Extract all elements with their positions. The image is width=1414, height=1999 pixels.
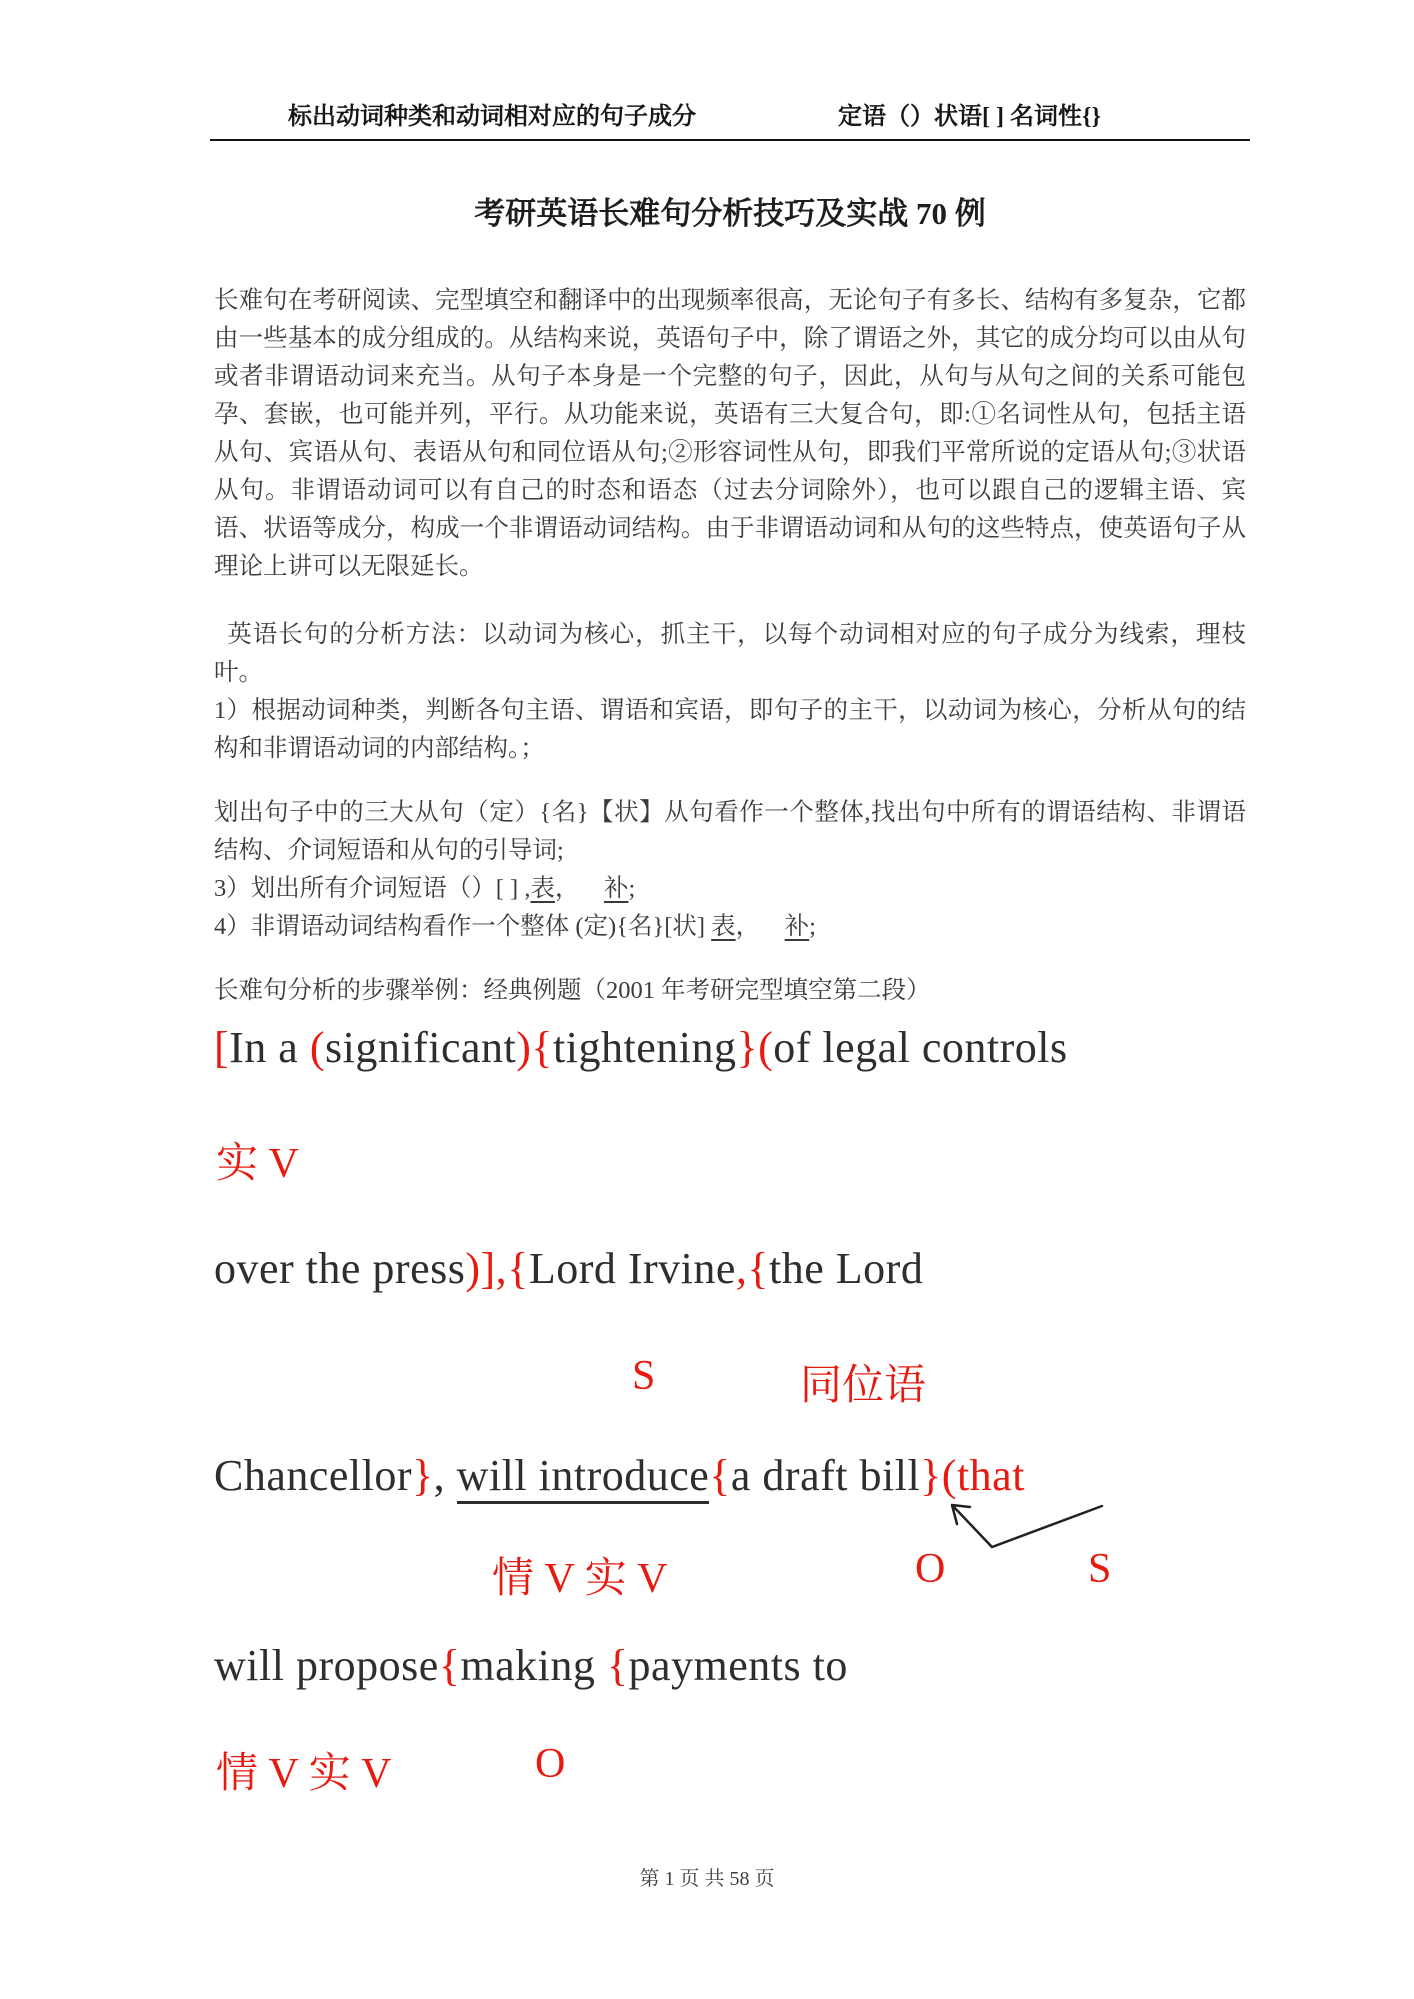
text-run: tightening <box>553 1023 737 1072</box>
header-right-legend: 定语（）状语[ ] 名词性{} <box>838 104 1101 130</box>
step-4-line <box>214 908 1246 946</box>
text-run: (that <box>941 1451 1025 1500</box>
text-run: } <box>736 1023 759 1072</box>
text-run: ; <box>809 913 816 940</box>
text-run: ) <box>516 1023 532 1072</box>
text-run: { <box>747 1244 770 1293</box>
text-run: Chancellor <box>214 1451 413 1500</box>
page-title: 考研英语长难句分析技巧及实战 70 例 <box>474 196 986 231</box>
example-sentence-line-2 <box>214 1243 923 1294</box>
text-run: } <box>920 1451 942 1500</box>
text-run: [ <box>214 1023 230 1072</box>
text-run: ， <box>554 875 604 902</box>
text-run: )], <box>465 1244 508 1293</box>
annotation-qing-v-shi-v-1: 情 V 实 V <box>492 1556 668 1602</box>
text-run: { <box>606 1641 629 1690</box>
example-intro-line: 长难句分析的步骤举例：经典例题（2001 年考研完型填空第二段） <box>214 977 931 1004</box>
text-run: , <box>735 1244 748 1293</box>
example-sentence-line-1 <box>214 1022 1068 1073</box>
annotation-shi-v: 实 V <box>216 1141 299 1187</box>
text-run: In a <box>229 1023 310 1072</box>
annotation-subject-s: S <box>632 1353 656 1399</box>
text-run: 3）划出所有介词短语（）[ ] , <box>214 875 531 902</box>
text-run: { <box>531 1023 554 1072</box>
step-3-line <box>214 870 1246 908</box>
text-run: a draft bill <box>730 1451 921 1500</box>
text-run: making <box>460 1641 607 1690</box>
text-run: 补 <box>603 875 629 902</box>
text-run: , <box>433 1451 457 1500</box>
annotation-subject-s-2: S <box>1088 1546 1112 1592</box>
header-rule <box>210 139 1250 141</box>
text-run: 表 <box>711 913 736 940</box>
text-run: significant <box>325 1023 517 1072</box>
text-run: { <box>438 1641 461 1690</box>
text-run: { <box>709 1451 731 1500</box>
annotation-object-o-2: O <box>535 1741 566 1787</box>
text-run: will introduce <box>457 1451 710 1504</box>
text-run: ; <box>628 875 636 902</box>
method-section <box>214 616 1246 768</box>
text-run: of legal controls <box>773 1023 1068 1072</box>
text-run: } <box>412 1451 434 1500</box>
text-run: ( <box>758 1023 774 1072</box>
steps-section <box>214 794 1246 946</box>
method-paragraph-1: 英语长句的分析方法：以动词为核心，抓主干，以每个动词相对应的句子成分为线索，理枝叶。 <box>214 621 1246 686</box>
text-run: the Lord <box>769 1244 924 1293</box>
header-left-label: 标出动词种类和动词相对应的句子成分 <box>288 104 696 130</box>
annotation-qing-v-shi-v-2: 情 V 实 V <box>216 1751 392 1797</box>
text-run: will propose <box>214 1641 439 1690</box>
example-sentence-line-3 <box>214 1450 1025 1501</box>
text-run: { <box>507 1244 529 1293</box>
intro-paragraph: 长难句在考研阅读、完型填空和翻译中的出现频率很高，无论句子有多长、结构有多复杂，它都由一些基本的成分组成的。从结构来说，英语句子中，除了谓语之外，其它的成分均可以由从句或者非谓语动词来充当。从句子本身是一个完整的句子，因此，从句与从句之间的关系可能包孕、套嵌，也可能并列，平行。从功能来说，英语有三大复合句，即:①名词性从句，包括主语从句、宾语从句、表语从句和同位语从句;②形容词性从句，即我们平常所说的定语从句;③状语从句。非谓语动词可以有自己的时态和语态（过去分词除外），也可以跟自己的逻辑主语、宾语、状语等成分，构成一个非谓语动词结构。由于非谓语动词和从句的这些特点，使英语句子从理论上讲可以无限延长。 <box>214 287 1246 580</box>
text-run: over the press <box>214 1244 466 1293</box>
text-run: payments to <box>628 1641 848 1690</box>
text-run: Lord Irvine <box>528 1244 736 1293</box>
text-run: 4）非谓语动词结构看作一个整体 (定){名}[状] <box>214 913 712 940</box>
steps-clause-line: 划出句子中的三大从句（定）{名}【状】从句看作一个整体,找出句中所有的谓语结构、非谓语结构、介词短语和从句的引导词; <box>214 799 1246 864</box>
text-run: 补 <box>784 913 810 940</box>
method-paragraph-2: 1）根据动词种类，判断各句主语、谓语和宾语，即句子的主干，以动词为核心，分析从句的结构和非谓语动词的内部结构。； <box>214 697 1246 762</box>
text-run: ( <box>309 1023 325 1072</box>
text-run: ， <box>735 913 785 940</box>
text-run: 表 <box>530 875 555 902</box>
annotation-appositive-label: 同位语 <box>800 1363 927 1409</box>
annotation-object-o-1: O <box>915 1546 946 1592</box>
page-footer: 第 1 页 共 58 页 <box>639 1868 775 1890</box>
example-sentence-line-4 <box>214 1640 848 1691</box>
